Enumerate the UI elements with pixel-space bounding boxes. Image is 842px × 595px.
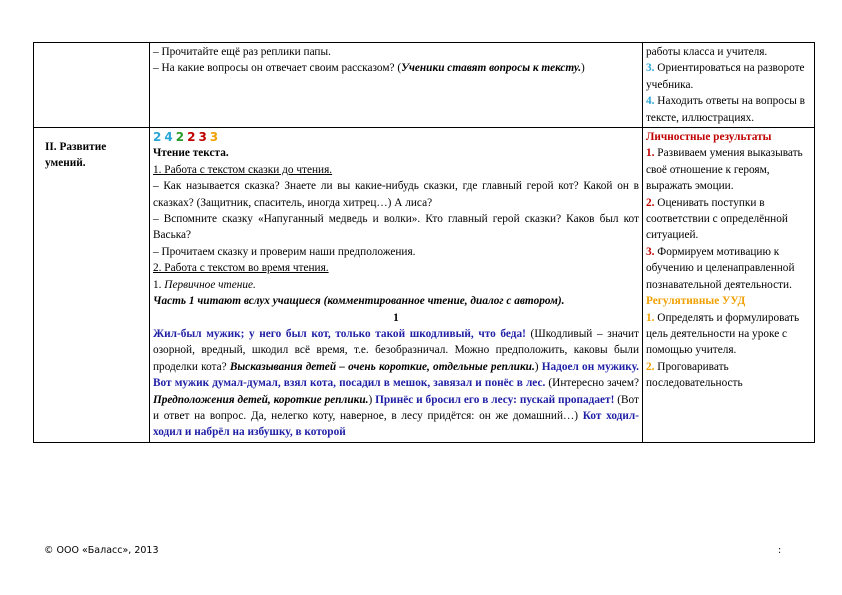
teacher-question: – Прочитайте ещё раз реплики папы. xyxy=(153,46,331,58)
result-item: 3. Формируем мотивацию к обучению и целенаправленной познавательной деятельности. xyxy=(646,245,795,291)
table-row xyxy=(34,43,815,128)
uud-digits xyxy=(153,129,639,145)
result-item: 1. Определять и формулировать цель деятельности на уроке с помощью учителя. xyxy=(646,311,800,357)
uud-digit: 2 xyxy=(175,130,188,145)
result-item: 4. Находить ответы на вопросы в тексте, иллюстрациях. xyxy=(646,95,805,124)
result-item: 2. Оценивать поступки в соответствии с определённой ситуацией. xyxy=(646,196,788,242)
primary-reading: 1. Первичное чтение. xyxy=(153,278,256,291)
personal-results-list xyxy=(646,145,811,293)
part-number: 1 xyxy=(393,311,399,324)
activity-cell xyxy=(150,128,643,443)
uud-digit: 2 xyxy=(187,130,199,145)
uud-digit: 4 xyxy=(164,130,176,145)
part-instruction: Часть 1 читают вслух учащиеся (комментированное чтение, диалог с автором). xyxy=(153,295,565,308)
tale-text: Жил-был мужик; у него был кот, только такой шкодливый, что беда! (Шкодливый – значит озорной, вредный, шкодил всё время, т.е. безобразничал. Можно предположить, каковы были проделки кота? Высказывания детей – очень короткие, отдельные реплики.) Надоел он мужику. Вот мужик думал-думал, взял кота, посадил в мешок, завязал и понёс в лес. (Интересно зачем? Предположения детей, короткие реплики.) Принёс и бросил его в лесу: пускай пропадает! (Вот и ответ на вопрос. Да, нелегко коту, наверное, в лесу придётся: он же домашний…) Кот ходил-ходил и набрёл на избушку, в которой xyxy=(153,327,639,439)
result-item: 1. Развиваем умения выказывать своё отношение к героям, выражать эмоции. xyxy=(646,147,803,193)
task-heading: 2. Работа с текстом во время чтения. xyxy=(153,262,329,275)
uud-digit: 3 xyxy=(198,130,210,145)
task-heading: 1. Работа с текстом сказки до чтения. xyxy=(153,163,333,176)
teacher-question: – Вспомните сказку «Напуганный медведь и волки». Кто главный герой сказки? Каков был кот Васька? xyxy=(153,213,639,242)
regulative-list xyxy=(646,310,811,392)
stage-cell xyxy=(34,128,150,443)
copyright: © ООО «Баласс», 2013 xyxy=(44,545,159,556)
results-cell xyxy=(643,43,815,128)
uud-digit: 3 xyxy=(209,130,222,145)
regulative-heading: Регулятивные УУД xyxy=(646,295,746,308)
reading-title: Чтение текста. xyxy=(153,147,229,160)
result-item: 3. Ориентироваться на развороте учебника. xyxy=(646,62,805,91)
stage-title: II. Развитие умений. xyxy=(45,141,107,170)
stage-cell xyxy=(34,43,150,128)
lesson-table xyxy=(33,42,815,443)
activity-cell xyxy=(150,43,643,128)
personal-results-heading: Личностные результаты xyxy=(646,131,772,144)
teacher-question: – Как называется сказка? Знаете ли вы какие-нибудь сказки, где главный герой кот? Какой он в сказках? (Защитник, спаситель, иногда хитрец…) А лиса? xyxy=(153,180,639,209)
teacher-question: – Прочитаем сказку и проверим наши предположения. xyxy=(153,245,416,258)
page-mark: : xyxy=(778,545,782,556)
result-item: работы класса и учителя. xyxy=(646,46,768,58)
results-cell xyxy=(643,128,815,443)
uud-digit: 2 xyxy=(153,130,165,145)
result-item: 2. Проговаривать последовательность xyxy=(646,360,743,390)
teacher-question: – На какие вопросы он отвечает своим рассказом? (Ученики ставят вопросы к тексту.) xyxy=(153,62,585,75)
table-row xyxy=(34,128,815,443)
